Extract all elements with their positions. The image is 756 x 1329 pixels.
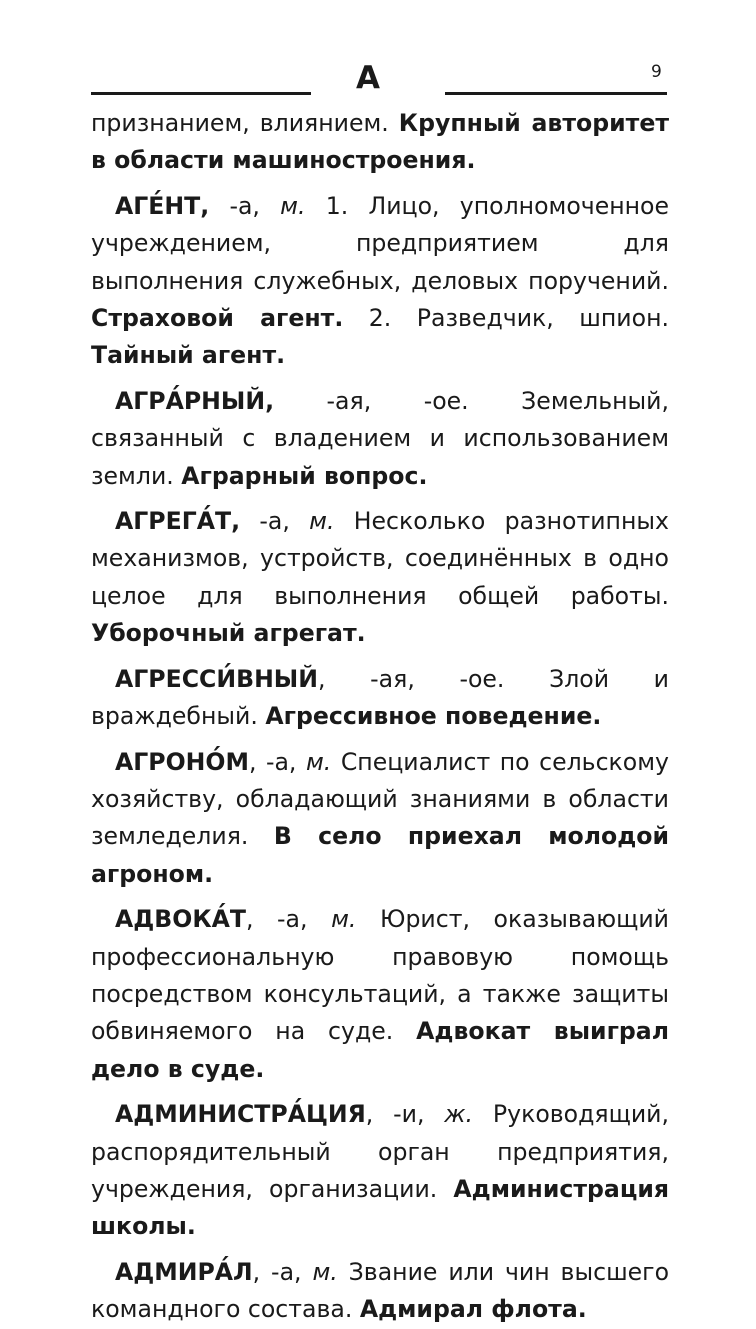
grammar-form: , -ая, -ое. [318,664,505,693]
definition: Злой и враждебный. [91,664,670,731]
section-letter: А [356,60,380,96]
entry-agregat [91,503,669,653]
definition: Земельный, связанный с владением и использованием земли. [91,386,670,490]
gender-mark: м. [331,905,357,934]
usage-example: Уборочный агрегат. [91,619,366,648]
entry-agrarny [91,383,669,495]
grammar-form: , -и, [365,1100,425,1129]
headword: АГРЕГА́Т, [115,507,241,536]
header-rule-right [445,92,667,95]
grammar-form: -ая, -ое. [326,386,469,415]
usage-example: Администрация школы. [91,1174,670,1241]
usage-example: Страховой агент. [91,304,344,333]
definition: Юрист, оказывающий профессиональную правовую помощь посредством консультаций, а также защиты обвиняемого на суде. [91,905,669,1046]
gender-mark: м. [309,507,335,536]
entry-continuation [91,105,669,180]
grammar-form: , -а, [252,1257,302,1286]
gender-mark: м. [312,1257,338,1286]
definition: Руководящий, распорядительный орган предприятия, учреждения, организации. [91,1100,669,1203]
headword: АДМИРА́Л [115,1257,253,1286]
entry-agent [91,188,669,375]
entry-agronom [91,744,669,894]
grammar-form: , -а, [245,905,308,934]
usage-example: Адмирал флота. [359,1295,587,1324]
definition: Специалист по сельскому хозяйству, обладающий знаниями в области земледелия. [91,747,670,851]
definition: Звание или чин высшего командного состава. [91,1257,670,1324]
entry-agressivny [91,661,669,736]
usage-example: Тайный агент. [91,341,286,370]
page-header [0,0,756,110]
definition: признанием, влиянием. [91,109,389,137]
headword: АГРЕССИ́ВНЫЙ [115,664,319,693]
usage-example: Агрессивное поведение. [265,702,602,731]
grammar-form: -а, [259,507,290,536]
usage-example: Адвокат выиграл дело в суде. [91,1017,669,1083]
headword: АДВОКА́Т [115,905,246,934]
headword: АГРА́РНЫЙ, [115,386,275,415]
definition: Несколько разнотипных механизмов, устройств, соединённых в одно целое для выполнения общей работы. [91,507,669,610]
entry-advokat [91,901,669,1088]
gender-mark: ж. [444,1100,474,1129]
headword: АГЕ́НТ, [115,191,210,220]
page-number: 9 [651,62,662,82]
gender-mark: м. [305,747,332,776]
headword: АДМИНИСТРА́ЦИЯ [115,1100,366,1129]
gender-mark: м. [280,191,306,220]
entry-admiral [91,1254,669,1329]
usage-example: Аграрный вопрос. [181,461,428,490]
usage-example: Крупный авторитет в области машиностроения. [91,109,670,175]
usage-example: В село приехал молодой агроном. [91,822,669,888]
definition: 2. Разведчик, шпион. [368,304,669,333]
grammar-form: -а, [229,191,260,220]
headword: АГРОНО́М [115,747,249,776]
entry-administratsiya [91,1096,669,1246]
dictionary-content [91,105,669,1329]
grammar-form: , -а, [248,747,297,776]
header-rule-left [91,92,311,95]
definition: 1. Лицо, уполномоченное учреждением, предприятием для выполнения служебных, деловых поручений. [91,191,670,295]
